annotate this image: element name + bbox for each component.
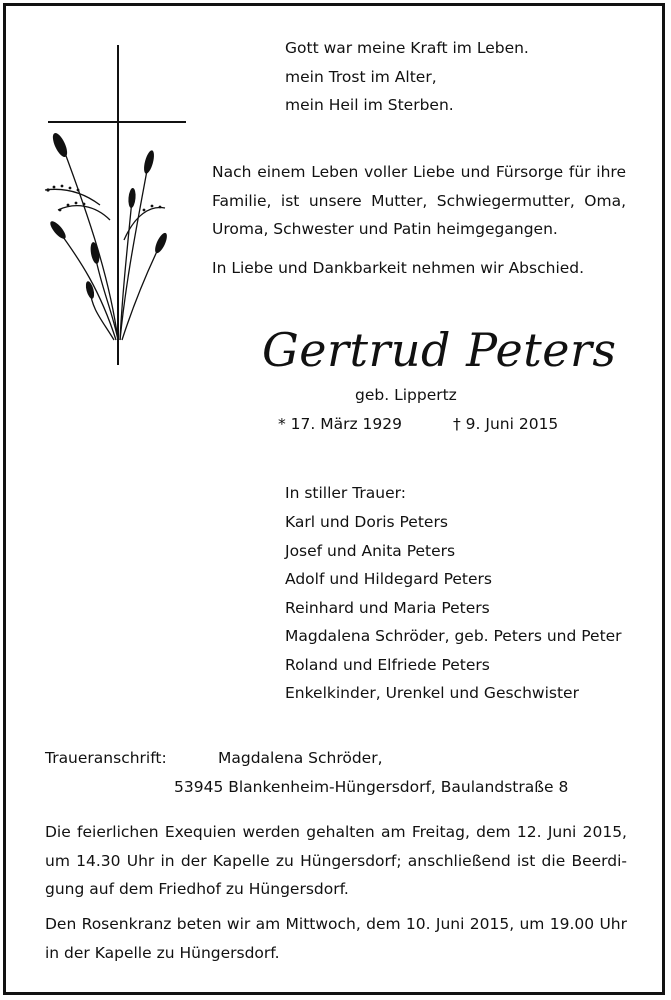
rosary-paragraph [45,910,627,967]
intro-line: Uroma, Schwester und Patin heimgegangen. [212,220,558,238]
motto-line: mein Heil im Sterben. [285,96,454,114]
address-label: Traueranschrift: [45,749,167,767]
death-date: † 9. Juni 2015 [453,415,559,433]
list-item: Enkelkinder, Urenkel und Geschwister [285,684,579,702]
address-line: Magdalena Schröder, [218,749,383,767]
cross-wheat-icon [40,40,200,370]
paragraph-line: Den Rosenkranz beten wir am Mittwoch, dem 10. Juni 2015, um 19.00 Uhr [45,915,627,933]
farewell-line: In Liebe und Dankbarkeit nehmen wir Abschied. [212,259,585,277]
mourning-heading: In stiller Trauer: [285,484,406,502]
life-dates [278,410,559,439]
exequien-paragraph [45,818,627,904]
list-item: Roland und Elfriede Peters [285,655,490,674]
list-item: Reinhard und Maria Peters [285,598,490,617]
paragraph-line: um 14.30 Uhr in der Kapelle zu Hüngersdorf; anschließend ist die Beerdi- [45,851,627,870]
motto-line: mein Trost im Alter, [285,67,437,86]
birth-name: geb. Lippertz [355,386,457,404]
deceased-name: Gertrud Peters [262,323,617,377]
motto-verse [285,34,529,120]
list-item: Karl und Doris Peters [285,513,448,531]
paragraph-line: in der Kapelle zu Hüngersdorf. [45,943,280,962]
birth-date: * 17. März 1929 [278,415,403,433]
address-line: 53945 Blankenheim-Hüngersdorf, Baulandstraße 8 [174,778,569,796]
intro-line: Familie, ist unsere Mutter, Schwiegermutter, Oma, [212,191,626,210]
mourners-list [285,508,622,708]
list-item: Adolf und Hildegard Peters [285,570,492,588]
intro-paragraph [212,158,626,244]
paragraph-line: gung auf dem Friedhof zu Hüngersdorf. [45,880,349,898]
list-item: Magdalena Schröder, geb. Peters und Peter [285,627,622,645]
intro-line: Nach einem Leben voller Liebe und Fürsorge für ihre [212,163,626,181]
motto-line: Gott war meine Kraft im Leben. [285,39,529,57]
list-item: Josef und Anita Peters [285,541,456,560]
paragraph-line: Die feierlichen Exequien werden gehalten am Freitag, dem 12. Juni 2015, [45,823,627,841]
